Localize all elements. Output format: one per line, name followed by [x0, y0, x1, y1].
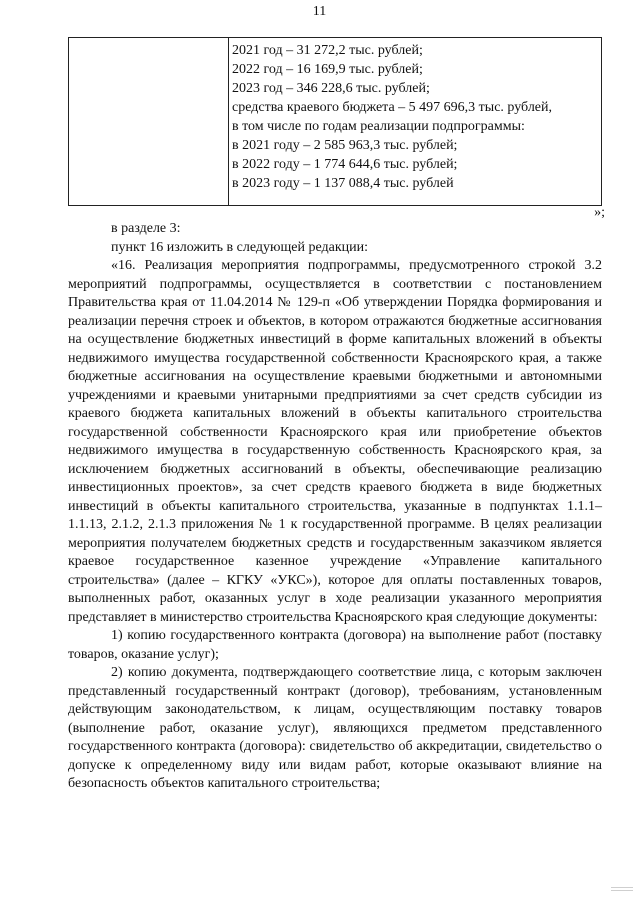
- funding-line: 2022 год – 16 169,9 тыс. рублей;: [232, 62, 423, 77]
- scan-artifact: [611, 887, 633, 895]
- table-cell-funding: [229, 38, 602, 206]
- paragraph-subitem-2: 2) копию документа, подтверждающего соответствие лица, с которым заключен представленный государственный контракт (договор), требованиям, установленным действующим законодательством, к лицам, осуществляющим поставку товаров (выполнение работ, оказание услуг), являющихся предметом представленного государственного контракта (договора): свидетельство об аккредитации, свидетельство о допуске к определенному виду или видам работ, которые оказывают влияние на безопасность объектов капитального строительства;: [68, 665, 602, 791]
- funding-line: в том числе по годам реализации подпрограммы:: [232, 119, 525, 134]
- funding-table: [68, 37, 602, 206]
- page-number: 11: [312, 4, 327, 19]
- paragraph-subitem-1: 1) копию государственного контракта (договора) на выполнение работ (поставку товаров, оказание услуг);: [68, 628, 602, 662]
- funding-line: средства краевого бюджета – 5 497 696,3 тыс. рублей,: [232, 100, 553, 115]
- funding-line: 2023 год – 346 228,6 тыс. рублей;: [232, 81, 430, 96]
- document-body: [68, 220, 602, 794]
- funding-line: в 2022 году – 1 774 644,6 тыс. рублей;: [232, 157, 458, 172]
- table-row: [69, 38, 602, 206]
- funding-line: в 2021 году – 2 585 963,3 тыс. рублей;: [232, 138, 458, 153]
- funding-line: 2021 год – 31 272,2 тыс. рублей;: [232, 43, 423, 58]
- closing-quote-mark: »;: [594, 205, 605, 220]
- paragraph-item-16: «16. Реализация мероприятия подпрограммы, предусмотренного строкой 3.2 мероприятий подпрограммы, осуществляется в соответствии с постановлением Правительства края от 11.04.2014 № 129-п «Об утверждении Порядка формирования и реализации перечня строек и объектов, в котором отражаются бюджетные ассигнования на осуществление бюджетных инвестиций в форме капитальных вложений в объекты недвижимого имущества государственной собственности Красноярского края, а также бюджетные ассигнования на осуществление краевыми бюджетными и автономными учреждениями и краевыми унитарными предприятиями за счет средств субсидии из краевого бюджета капитальных вложений в объекты капитального строительства государственной собственности Красноярского края или приобретение объектов недвижимого имущества в государственную собственность Красноярского края, за исключением бюджетных ассигнований в объекты, обеспечивающие реализацию инвестиционных проектов», за счет средств краевого бюджета в виде бюджетных инвестиций в объекты капитального строительства, указанные в подпунктах 1.1.1–1.1.13, 2.1.2, 2.1.3 приложения № 1 к государственной программе. В целях реализации мероприятия получателем бюджетных средств и государственным заказчиком является краевое государственное казенное учреждение «Управление капитального строительства» (далее – КГКУ «УКС»), которое для оплаты поставленных товаров, выполненных работ, оказанных услуг в ходе реализации указанного мероприятия представляет в министерство строительства Красноярского края следующие документы:: [68, 258, 602, 625]
- table-cell-empty: [69, 38, 229, 206]
- funding-line: в 2023 году – 1 137 088,4 тыс. рублей: [232, 176, 454, 191]
- paragraph-section-ref: в разделе 3:: [111, 221, 181, 236]
- paragraph-instruction: пункт 16 изложить в следующей редакции:: [111, 239, 368, 255]
